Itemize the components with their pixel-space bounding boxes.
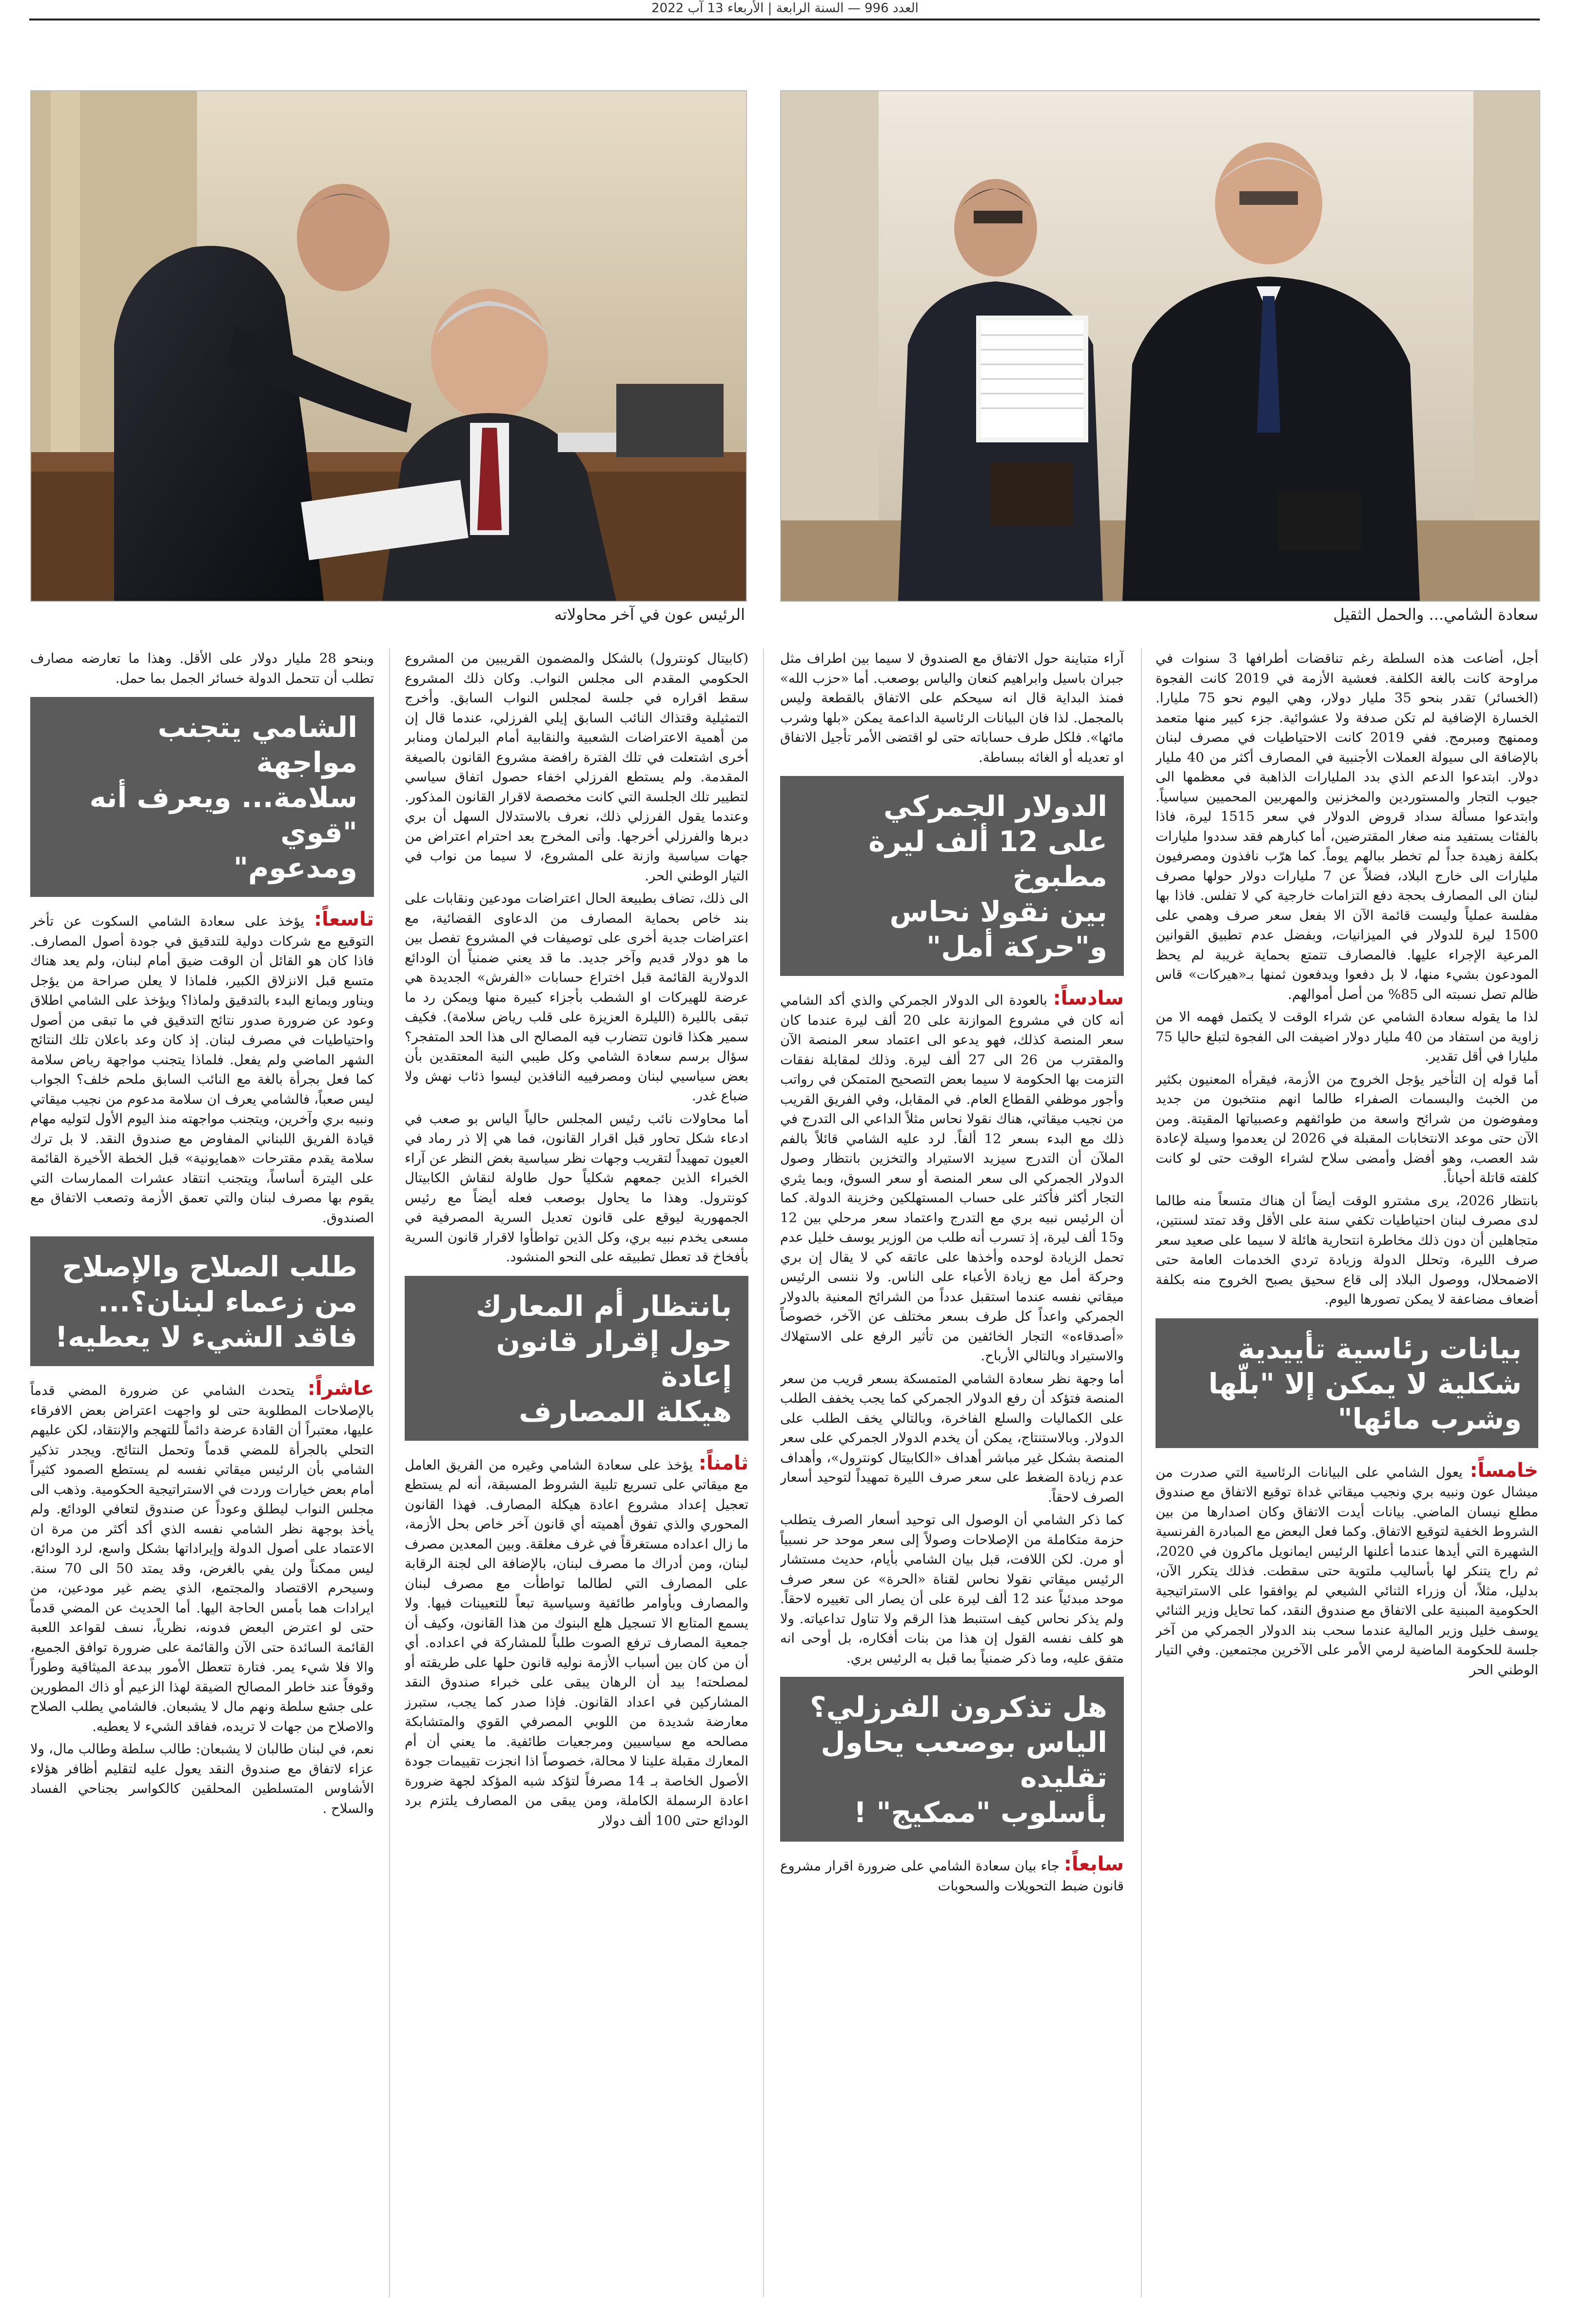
walking-men-photo-caption: سعادة الشامي... والحمل الثقيل (1333, 605, 1538, 624)
section-headline (780, 776, 1124, 976)
paragraph-lead: عاشراً: (307, 1377, 374, 1400)
paragraph-text: بالعودة الى الدولار الجمركي والذي أكد الشامي أنه كان في مشروع الموازنة على 20 ألف ليرة عندما كان سعر المنصة كذلك، فهو يدعو الى اعتماد سعر المنصة الآن والمقترب من 26 الى 27 ألف ليرة. وذلك لمقابلة نفقات التزمت بها الحكومة لا سيما بعض التصحيح المتمكن في رواتب وأجور موظفي القطاع العام. في المقابل، وفي الفريق القريب من نجيب ميقاتي، هناك نقولا نحاس مثلاً الداعي الى التدرج في ذلك مع البدء بسعر 12 ألفاً. لرد عليه الشامي قائلاً بالفم الملآن أن التدرج سيزيد الاستيراد والتخزين بانتظار وصول الدولار الجمركي الى سعر المنصة أو سعر السوق، وبما يثري التجار أكثر فأكثر على حساب المستهلكين وخزينة الدولة. كما أن الرئيس نبيه بري مع التدرج واعتماد سعر مرحلي بين 12 و15 ألف ليرة، إذ تسرب أنه طلب من الوزير يوسف خليل عدم تحمل الزيادة لوحده وأخذها على عاتقه كي لا يقال إن بري وحركة أمل مع زيادة الأعباء على الناس. ولا ننسى الرئيس ميقاتي نفسه عندما استقبل عدداً من الشرائح المعنية بالدولار الجمركي واعداً كل طرف بسعر مختلف عن الآخر، خصوصاً «أصدقاءه» التجار الخائفين من تأثير الرفع على الاستهلاك والاستيراد وبالتالي الأرباح. (780, 993, 1124, 1364)
paragraph-lead: سادساً: (1053, 987, 1124, 1010)
paragraph (1156, 1461, 1538, 1680)
paragraph-lead: سابعاً: (1064, 1853, 1124, 1875)
paragraph-text: يعول الشامي على البيانات الرئاسية التي صدرت من ميشال عون ونبيه بري ونجيب ميقاتي غداة توقيع الاتفاق مع صندوق مطلع نيسان الماضي. بيانات أيدت الاتفاق وكان اصدارها من بين الشروط الخفية لتوقيع الاتفاق. وكما فعل البعض مع المبادرة الفرنسية الشهيرة التي أيدها عندما أعلنها الرئيس ايمانويل ماكرون في 2020، ثم راح يتنكر لها بأساليب ملتوية حتى سقطت. فذلك يتكرر الآن، بدليل، مثلاً، أن وزراء الثنائي الشيعي لم يوافقوا على الاستراتيجية الحكومية المبنية على الاتفاق مع صندوق النقد، كما تحايل وزير الثنائي يوسف خليل وزير المالية عندما سحب بند الدولار الجمركي من آخر جلسة للحكومة الماضية لرمي الأمر على الآخرين مجتمعين. وفي التيار الوطني الحر (1156, 1464, 1538, 1678)
headline-line: وشرب مائها" (1337, 1402, 1522, 1435)
meeting-photo (30, 90, 747, 602)
paragraph (405, 1109, 748, 1267)
article-column-1 (1156, 649, 1538, 2297)
paragraph-text: كما ذكر الشامي أن الوصول الى توحيد أسعار الصرف يتطلب حزمة متكاملة من الإصلاحات وصولاً إلى سعر موحد حر نسبياً أو مرن. لكن اللافت، قبل بيان الشامي بأيام، حديث مستشار الرئيس ميقاتي نقولا نحاس لقناة «الحرة» عن سعر صرف موحد مبدئياً عند 12 ألف ليرة على أن يصار الى تغييره لاحقاً. ولم يذكر نحاس كيف استنبط هذا الرقم ولا تناول تداعياته. ولا هو كلف نفسه القول إن هذا من بنات أفكاره، بل أوحى انه متفق عليه، وما ذكر ضمنياً بما قبل به الرئيس بري. (780, 1512, 1124, 1666)
column-divider (389, 649, 390, 2297)
headline-line: فاقد الشيء لا يعطيه! (55, 1320, 357, 1353)
paragraph (1156, 1007, 1538, 1067)
paragraph-text: يؤخذ على سعادة الشامي وغيره من الفريق العامل مع ميقاتي على تسريع تلبية الشروط المسبقة، أنه لم يستطع تعجيل إعداد مشروع اعادة هيكلة المصارف. فهذا القانون المحوري والذي تفوق أهميته أي قانون آخر خاص بحل الأزمة، ما زال اعداده مستغرقاً في غرف مغلقة. وبين المعدين مصرف لبنان، ومن أدراك ما مصرف لبنان، بالإضافة الى لجنة الرقابة على المصارف التي لطالما تواطأت مع مصرف لبنان والمصارف وبأوامر طائفية وسياسية تبعاً للتعيينات فيها. ولا يسمع المتابع الا تسجيل هلع البنوك من هذا القانون، وكيف أن جمعية المصارف ترفع الصوت طلباً للمشاركة في اعداده. أي أن من كان بين أسباب الأزمة نوليه قانون حلها على طريقته أو لمصلحته! بيد أن الرهان يبقى على خبراء صندوق النقد المشاركين في اعداد القانون. فإذا صدر كما يجب، ستبرز معارضة شديدة من اللوبي المصرفي القوي والمتشابكة مصالحه مع سياسيين ومرجعيات طائفية. ما يعني أن أم المعارك مقبلة علينا لا محالة، خصوصاً اذا انجزت تقييمات جودة الأصول الخاصة بـ 14 مصرفاً لتؤكد شبه المؤكد لجهة ضرورة اعادة الرسملة الكاملة، ومن يبقى من المصارف يلتزم برد الودائع حتى 100 ألف دولار (405, 1457, 748, 1828)
paragraph-text: بانتظار 2026، يرى مشترو الوقت أيضاً أن هناك متسعاً منه طالما لدى مصرف لبنان احتياطيات تكفي سنة على الأقل وقد تمتد لسنتين، متجاهلين أن دون ذلك مخاطرة انتحارية هائلة لا سيما على صعيد سعر صرف الليرة، وتحلل الدولة وزيادة تردي الخدمات العامة حتى الاضمحلال، ووصول البلاد إلى قاع سحيق يصبح الخروج منه بكلفة أضعاف مضاعفة لا يمكن تصورها اليوم. (1156, 1192, 1538, 1307)
paragraph-text: وبنحو 28 مليار دولار على الأقل. وهذا ما تعارضه مصارف تطلب أن تتحمل الدولة خسائر الجمل بما حمل. (30, 651, 374, 686)
paragraph-text: يتحدث الشامي عن ضرورة المضي قدماً بالإصلاحات المطلوبة حتى لو واجهت اعتراض بعض الافرقاء عليها، معتبراً أن القادة عرضة دائماً للتهجم والإنتقاد، لكن عليهم التحلي بالجرأة للمضي قدماً وتحمل النتائج. ويجدر تذكير الشامي بأن الرئيس ميقاتي نفسه لم يستطع الصمود كثيراً أمام بعض خيارات وردت في الاستراتيجية الحكومية. وذهب الى مجلس النواب ليطلق وعوداً عن صندوق لتعافي الودائع. ولم يأخذ بوجهة نظر الشامي نفسه الذي أكد أكثر من مرة ان الاعتماد على أصول الدولة وإيراداتها بشكل واسع، لرد الودائع، ليس ممكناً ولن يفي بالغرض، وقد يمتد 50 الى 70 سنة. وسيحرم الاقتصاد والمجتمع، الذي يضم غير مودعين، من ايرادات هما بأمس الحاجة اليها. أما الحديث عن المضي قدماً حتى لو اعترض البعض فدونه، نظرياً، نسف لقواعد اللعبة القائمة السائدة حتى الآن والقائمة على ضرورة توافق الجميع، والا فلا شيء يمر. فتارة تتعطل الأمور ببدعة الميثاقية وطوراً وقوفاً عند خاطر المصالح الضيقة لهذا الزعيم أو ذاك المطورين على جشع سلطة ونهم مال لا يشبعان. فالشامي يطلب الصلاح والاصلاح من جهات لا تريده، ففاقد الشيء لا يعطيه. (30, 1383, 374, 1734)
paragraph-text: يؤخذ على سعادة الشامي السكوت عن تأخر التوقيع مع شركات دولية للتدقيق في جودة أصول المصارف. فاذا كان هو القائل أن الوقت ضيق أمام لبنان، ولم يعد هناك متسع قبل الانزلاق الكبير، فلماذا لا يعلن صراحة من يؤجل ويناور ويمانع البدء بالتدقيق ولماذا؟ ويؤخذ على الشامي اطلاق وعود عن ضرورة صدور نتائج التدقيق في ما تبقى من أصول واحتياطيات في مصرف لبنان. إذ كان وعد باعلان تلك النتائج الشهر الماضي ولم يفعل. فلماذا يتجنب مواجهة رياض سلامة كما فعل بجرأة بالغة مع النائب السابق ملحم خلف؟ الجواب ليس صعباً، فالشامي يعرف ان سلامة مدعوم من نجيب ميقاتي ونبيه بري وآخرين، ويتجنب مواجهته منذ اليوم الأول لتوليه مهام قيادة الفريق اللبناني المفاوض مع صندوق النقد. لا بل ترك سلامة يقدم مقترحات «همايونية» قبل الخطة الأخيرة القائمة على اليترة أساساً، ويتجنب انتقاد عشرات الممارسات التي يقوم بها مصرف لبنان والتي تعمق الأزمة وتصعب الاتفاق مع الصندوق. (30, 914, 374, 1226)
meeting-photo-caption: الرئيس عون في آخر محاولاته (554, 605, 745, 624)
paragraph-text: آراء متباينة حول الاتفاق مع الصندوق لا سيما بين اطراف مثل جبران باسيل وابراهيم كنعان والياس بوصعب. أما «حزب الله» فمنذ البداية قال انه سيحكم على الاتفاق بالقطعة وليس بالمجمل. لذا فان البيانات الرئاسية الداعمة يمكن «بلها وشرب مائها». فلكل طرف حساباته حتى لو اقتضى الأمر تأجيل الاتفاق او تعديله أو الغائه ببساطة. (780, 651, 1124, 765)
paragraph (1156, 1070, 1538, 1188)
paragraph (30, 910, 374, 1228)
section-headline (780, 1677, 1124, 1842)
headline-line: بانتظار أم المعارك (475, 1289, 732, 1323)
headline-line: الياس بوصعب يحاول تقليده (821, 1726, 1107, 1794)
paragraph-text: أجل، أضاعت هذه السلطة رغم تناقضات أطرافها 3 سنوات في مراوحة كانت بالغة الكلفة. فعشية الأزمة في 2019 كانت الفجوة (الخسائر) تقدر بنحو 35 مليار دولار، وهي اليوم نحو 75 مليارا. الخسارة الإضافية لم تكن صدفة ولا عشوائية. جزء كبير منها متعمد وممنهج ومبرمج. ففي 2019 كانت الاحتياطيات في مصرف لبنان بالإضافة الى سيولة العملات الأجنبية في المصارف أكثر من 40 مليار دولار. ابتدعوا الدعم الذي بدد المليارات الذاهبة في معظمها الى جيوب التجار والمستوردين والمخزنين والمهربين المحميين سياسياً. وابتدعوا مسألة سداد قروض الدولار في سعر 1515 ليرة، فاذا بالفئات يستفيد منه صغار المقترضين، أما كبارهم فقد سددوا مليارات بكلفة زهيدة جداً لم تخطر ببالهم يوماً. كما هرّب نافذون ومصرفيون مليارات الى خارج البلاد، فضلاً عن 7 مليارات دولار حولها مصرف لبنان الى المصارف بحجة دفع التزامات خارجية كي لا تفلس. فاذا بها مفلسة عملياً وليست قائمة الآن الا بفعل سعر صرف وهمي على 1500 ليرة للدولار في الميزانيات، وبفضل عدم تطبيق القوانين المرعية الإجراء عليها. فالمصارف تتمتع بحماية غريبة لم يحظ المودعون بشيء منها، لا بل دفعوا ويدفعون ثمنها بـ«هيركات» قاس ظالم تصل نسبته الى 85% من أصل أموالهم. (1156, 651, 1538, 1002)
paragraph (780, 989, 1124, 1366)
paragraph-text: (كابيتال كونترول) بالشكل والمضمون القريبين من المشروع الحكومي المقدم الى مجلس النواب. وكان ذلك المشروع سقط اقراره في جلسة لمجلس النواب السابق. وأخرج التمثيلية وقتذاك النائب السابق إيلي الفرزلي، عندما قال إن من أهمية الاعتراضات الشعبية والنقابية أمام البرلمان ومنابر أخرى اشتعلت في تلك الفترة رافضة مشروع القانون بالصيغة المقدمة. ولم يستطع الفرزلي اخفاء حصول اتفاق سياسي لتطيير تلك الجلسة التي كانت مخصصة لاقرار القانون المذكور. وعندما يقول الفرزلي ذلك، نعرف بالاستدلال السهل أن بري دبرها والفرزلي أخرجها. وأتى المخرج بعد احترام اعتراض من جهات سياسية وازنة على المشروع، لا سيما من نواب في التيار الوطني الحر. (405, 651, 748, 884)
paragraph (780, 1369, 1124, 1508)
section-headline (30, 1236, 374, 1366)
headline-line: هيكلة المصارف (519, 1394, 732, 1428)
paragraph (405, 1453, 748, 1831)
top-rule (29, 19, 1540, 20)
paragraph-lead: ثامناً: (698, 1451, 748, 1474)
paragraph-text: أما وجهة نظر سعادة الشامي المتمسكة بسعر قريب من سعر المنصة فتؤكد أن رفع الدولار الجمركي كما يجب يخفف الطلب على الكماليات والسلع الفاخرة، وبالتالي يخف الطلب على الدولار. وبالاستنتاج، يمكن أن يخدم الدولار الجمركي على سعر المنصة بشكل غير مباشر أهداف «الكابيتال كونترول»، وأهداف عدم زيادة الضغط على سعر صرف الليرة تمهيداً لتوحيد أسعار الصرف لاحقاً. (780, 1371, 1124, 1505)
headline-line: طلب الصلاح والإصلاح (62, 1250, 357, 1283)
headline-line: بين نقولا نحاس و"حركة أمل" (889, 895, 1107, 963)
column-divider (763, 649, 764, 2297)
paragraph (1156, 1191, 1538, 1310)
headline-line: من زعماء لبنان؟... (98, 1285, 357, 1318)
headline-line: سلامة... ويعرف أنه "قوي (89, 781, 357, 849)
headline-line: الدولار الجمركي (883, 790, 1107, 823)
paragraph (780, 649, 1124, 767)
paragraph (30, 649, 374, 688)
paragraph (30, 1379, 374, 1736)
paragraph (1156, 649, 1538, 1004)
column-divider (1141, 649, 1142, 2297)
paragraph-text: لذا ما يقوله سعادة الشامي عن شراء الوقت لا يكتمل فهمه الا من زاوية من استفاد من 40 مليار دولار اضيفت الى الفجوة لتبلغ حاليا 75 مليارا في أقل تقدير. (1156, 1009, 1538, 1064)
paragraph-lead: خامساً: (1470, 1459, 1538, 1482)
paragraph (405, 649, 748, 886)
paragraph-lead: تاسعاً: (314, 908, 374, 931)
paragraph (405, 889, 748, 1106)
article-column-3 (405, 649, 748, 2297)
article-column-4 (30, 649, 374, 2297)
masthead: العدد 996 — السنة الرابعة | الأربعاء 13 آب 2022 (651, 1, 919, 16)
headline-line: بيانات رئاسية تأييدية (1238, 1331, 1522, 1365)
headline-line: حول إقرار قانون إعادة (496, 1324, 732, 1393)
headline-line: هل تذكرون الفرزلي؟ (810, 1690, 1107, 1724)
section-headline (1156, 1318, 1538, 1448)
headline-line: الشامي يتجنب مواجهة (157, 711, 357, 779)
top-bar (0, 0, 1569, 20)
article-column-2 (780, 649, 1124, 2297)
section-headline (30, 697, 374, 897)
headline-line: على 12 ألف ليرة مطبوخ (868, 825, 1107, 893)
paragraph (30, 1739, 374, 1818)
walking-men-photo (780, 90, 1540, 602)
paragraph (780, 1854, 1124, 1896)
paragraph-text: نعم، في لبنان طالبان لا يشبعان: طالب سلطة وطالب مال، ولا عزاء لاتفاق مع صندوق النقد يعول عليه لتقليم أظافر هؤلاء الأشاوس المتسلطين المحلقين كالكواسر بجناحي الفساد والسلاح . (30, 1741, 374, 1816)
paragraph-text: أما قوله إن التأخير يؤجل الخروج من الأزمة، فيقرأه المعنيون بكثير من الخبث والبسمات الصفراء طالما انهم منتخبون من جديد ومفوضون من شرائح واسعة من طوائفهم وعصبياتها المقيتة. ومن الآن حتى موعد الانتخابات المقبلة في 2026 لن يعدموا وسيلة لإعادة شد العصب، وهو أفضل وأمضى سلاح لشراء الوقت حتى لو كانت كلفته قاتلة أحياناً. (1156, 1071, 1538, 1186)
section-headline (405, 1276, 748, 1441)
paragraph-text: الى ذلك، تضاف بطبيعة الحال اعتراضات مودعين ونقابات على بند خاص بحماية المصارف من الدعاوى القضائية، مع اعتراضات جدية أخرى على توصيفات في المشروع تفصل بين ما هو دولار قديم وآخر جديد. ما قد يعني ضمنياً أن الودائع الدولارية القائمة قبل اختراع حسابات «الفرش» الجديدة هي عرضة للهيركات او الشطب بأجزاء كبيرة منها ويمكن رد ما تبقى بالليرة (الليلرة العزيزة على قلب رياض سلامة). فكيف سمير هكذا قانون تتضارب فيه المصالح الى هذا الحد المتفجر؟ سؤال برسم سعادة الشامي وكل طيبي النية المعتقدين بأن بعض سياسيي لبنان ومصرفييه النافذين ليسوا ذئاب نهش ولا ضباع غدر. (405, 891, 748, 1104)
headline-line: ومدعوم" (233, 851, 357, 884)
headline-line: شكلية لا يمكن إلا "بلّها (1208, 1367, 1522, 1400)
headline-line: بأسلوب "ممكيج" ! (853, 1796, 1107, 1829)
paragraph-text: جاء بيان سعادة الشامي على ضرورة اقرار مشروع قانون ضبط التحويلات والسحوبات (780, 1858, 1124, 1894)
paragraph-text: أما محاولات نائب رئيس المجلس حالياً الياس بو صعب في ادعاء شكل تحاور قبل اقرار القانون، فما هي إلا ذر رماد في العيون تمهيداً لتقريب وجهات نظر سياسية بغض النظر عن آراء الخبراء الذين جمعهم شكلياً حول طاولة لنقاش الكابيتال كونترول. وهذا ما يحاول بوصعب فعله أيضاً مع رئيس الجمهورية ليوقع على قانون تعديل السرية المصرفية في مسعى يخدم نبيه بري، وكل الذين تواطأوا لاقرار قانون السرية بأفخاخ قد تعطل تطبيقه على النحو المنشود. (405, 1111, 748, 1265)
paragraph (780, 1510, 1124, 1668)
